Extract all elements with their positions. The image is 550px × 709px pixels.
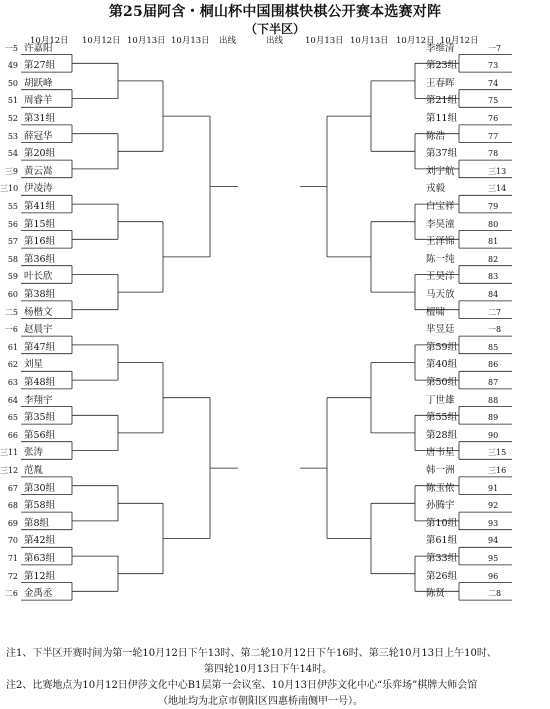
left-seed: 54 bbox=[7, 149, 18, 159]
left-seed: 49 bbox=[7, 61, 18, 71]
left-seed: 61 bbox=[7, 342, 18, 352]
left-seed: 67 bbox=[7, 483, 18, 493]
left-player-name: 第15组 bbox=[24, 218, 56, 230]
right-player-name: 马天放 bbox=[426, 288, 455, 300]
note-1-cont: 第四轮10月13日下午14时。 bbox=[204, 664, 333, 675]
round-header-right-2: 10月13日 bbox=[305, 36, 344, 46]
left-player-name: 刘星 bbox=[24, 359, 44, 371]
right-player-name: 第55组 bbox=[426, 412, 458, 424]
left-player-name: 伊凌涛 bbox=[24, 183, 53, 195]
right-seed: 89 bbox=[488, 413, 499, 423]
left-player-name: 第48组 bbox=[24, 376, 56, 388]
left-seed: 57 bbox=[7, 237, 18, 247]
right-player-name: 陈贤 bbox=[426, 588, 446, 600]
left-player-name: 第16组 bbox=[24, 236, 56, 248]
left-player-name: 第27组 bbox=[24, 60, 56, 72]
right-player-name: 白宝祥 bbox=[426, 200, 455, 212]
left-seed: 二6 bbox=[4, 589, 18, 599]
left-player-name: 范胤 bbox=[24, 464, 44, 476]
right-player-name: 第37组 bbox=[426, 148, 458, 160]
left-player-name: 第20组 bbox=[24, 148, 56, 160]
round-header-right-4: 10月12日 bbox=[396, 36, 435, 46]
right-seed: 三16 bbox=[488, 465, 507, 475]
right-seed: 73 bbox=[488, 61, 499, 71]
right-player-name: 丁世雄 bbox=[426, 394, 455, 406]
left-seed: 70 bbox=[7, 536, 18, 546]
right-seed: 96 bbox=[488, 571, 499, 581]
left-seed: 56 bbox=[7, 219, 18, 229]
left-player-name: 李翔宇 bbox=[24, 394, 53, 406]
left-seed: 53 bbox=[7, 131, 18, 141]
right-seed: 74 bbox=[488, 78, 499, 88]
left-player-name: 第42组 bbox=[24, 535, 56, 547]
right-player-name: 第26组 bbox=[426, 570, 458, 582]
left-seed: 一6 bbox=[4, 325, 18, 335]
right-player-name: 李昊潼 bbox=[426, 218, 455, 230]
page-subtitle: （下半区） bbox=[244, 22, 305, 36]
left-player-name: 第35组 bbox=[24, 412, 56, 424]
right-player-name: 王泽锦 bbox=[426, 236, 455, 248]
right-player-name: 檀啸 bbox=[426, 306, 446, 318]
left-seed: 三9 bbox=[4, 166, 18, 176]
right-seed: 76 bbox=[488, 113, 499, 123]
right-seed: 84 bbox=[488, 289, 499, 299]
right-seed: 95 bbox=[488, 553, 499, 563]
right-player-name: 王春晖 bbox=[426, 77, 455, 89]
left-seed: 63 bbox=[7, 377, 18, 387]
round-header-right-3: 10月13日 bbox=[350, 36, 389, 46]
right-player-name: 韩一洲 bbox=[426, 464, 455, 476]
round-header-left-2: 10月12日 bbox=[82, 36, 121, 46]
left-player-name: 叶长欣 bbox=[24, 271, 53, 283]
right-seed: 94 bbox=[488, 536, 499, 546]
round-header-right-5: 10月12日 bbox=[440, 36, 479, 46]
left-player-name: 赵晨宇 bbox=[24, 324, 53, 336]
left-seed: 二5 bbox=[4, 307, 18, 317]
right-player-name: 第33组 bbox=[426, 552, 458, 564]
right-player-name: 唐韦星 bbox=[426, 447, 455, 459]
right-seed: 86 bbox=[488, 360, 499, 370]
right-seed: 82 bbox=[488, 254, 499, 264]
right-player-name: 第10组 bbox=[426, 517, 458, 529]
left-player-name: 第8组 bbox=[24, 517, 50, 529]
right-seed: 三14 bbox=[488, 184, 507, 194]
note-2-cont: （地址均为北京市朝阳区四惠桥南侧甲一号）。 bbox=[158, 696, 363, 707]
left-player-name: 胡跃峰 bbox=[24, 77, 53, 89]
left-seed: 52 bbox=[7, 113, 18, 123]
left-player-name: 第36组 bbox=[24, 253, 56, 265]
right-seed: 87 bbox=[488, 377, 499, 387]
left-seed: 三12 bbox=[0, 465, 19, 475]
note-2: 注2、比赛地点为10月12日伊莎文化中心B1层第一会议室、10月13日伊莎文化中心“乐弈场”棋牌大师会馆 bbox=[6, 680, 478, 691]
right-player-name: 刘宇航 bbox=[426, 165, 455, 177]
right-player-name: 陈浩 bbox=[426, 130, 446, 142]
right-player-name: 第23组 bbox=[426, 60, 458, 72]
right-player-name: 第50组 bbox=[426, 376, 458, 388]
right-seed: 二8 bbox=[488, 589, 502, 599]
left-seed: 60 bbox=[7, 289, 18, 299]
right-seed: 83 bbox=[488, 272, 499, 282]
left-seed: 一5 bbox=[4, 43, 18, 53]
left-seed: 66 bbox=[7, 430, 18, 440]
right-seed: 88 bbox=[488, 395, 499, 405]
left-player-name: 第47组 bbox=[24, 341, 56, 353]
left-player-name: 薛冠华 bbox=[24, 130, 53, 142]
right-seed: 75 bbox=[488, 96, 499, 106]
left-player-name: 张涛 bbox=[24, 447, 44, 459]
right-seed: 二7 bbox=[488, 307, 502, 317]
left-player-name: 第63组 bbox=[24, 552, 56, 564]
right-seed: 79 bbox=[488, 201, 499, 211]
right-player-name: 第40组 bbox=[426, 359, 458, 371]
round-header-left-1: 10月12日 bbox=[30, 36, 69, 46]
right-player-name: 第61组 bbox=[426, 535, 458, 547]
right-seed: 93 bbox=[488, 518, 499, 528]
left-seed: 68 bbox=[7, 501, 18, 511]
left-player-name: 黄云嵩 bbox=[24, 165, 53, 177]
right-seed: 78 bbox=[488, 149, 499, 159]
left-player-name: 金禹丞 bbox=[24, 588, 53, 600]
right-player-name: 第21组 bbox=[426, 95, 458, 107]
left-seed: 69 bbox=[7, 518, 18, 528]
page-title: 第25届阿含・桐山杯中国围棋快棋公开赛本选赛对阵 bbox=[108, 4, 442, 20]
round-header-left-3: 10月13日 bbox=[127, 36, 166, 46]
left-player-name: 第41组 bbox=[24, 200, 56, 212]
right-seed: 三13 bbox=[488, 166, 507, 176]
left-seed: 59 bbox=[7, 272, 18, 282]
left-player-name: 许嘉阳 bbox=[24, 42, 53, 54]
right-seed: 90 bbox=[488, 430, 499, 440]
right-seed: 一7 bbox=[488, 43, 502, 53]
right-seed: 92 bbox=[488, 501, 499, 511]
left-seed: 65 bbox=[7, 413, 18, 423]
right-seed: 80 bbox=[488, 219, 499, 229]
right-player-name: 第11组 bbox=[426, 112, 458, 124]
round-header-left-5: 出线 bbox=[219, 36, 237, 46]
right-seed: 81 bbox=[488, 237, 499, 247]
right-seed: 77 bbox=[488, 131, 499, 141]
right-player-name: 第59组 bbox=[426, 341, 458, 353]
right-seed: 85 bbox=[488, 342, 499, 352]
right-player-name: 芈昱廷 bbox=[426, 324, 455, 336]
round-header-right-1: 出线 bbox=[266, 36, 284, 46]
left-seed: 58 bbox=[7, 254, 18, 264]
right-player-name: 第28组 bbox=[426, 429, 458, 441]
left-seed: 62 bbox=[7, 360, 18, 370]
right-seed: 一8 bbox=[488, 325, 502, 335]
left-seed: 三11 bbox=[0, 448, 19, 458]
left-seed: 三10 bbox=[0, 184, 19, 194]
left-player-name: 第58组 bbox=[24, 500, 56, 512]
right-player-name: 陈一纯 bbox=[426, 253, 455, 265]
left-player-name: 第38组 bbox=[24, 288, 56, 300]
right-player-name: 李维清 bbox=[426, 42, 455, 54]
left-seed: 72 bbox=[7, 571, 18, 581]
left-player-name: 第56组 bbox=[24, 429, 56, 441]
left-seed: 71 bbox=[7, 553, 18, 563]
left-seed: 50 bbox=[7, 78, 18, 88]
right-player-name: 孙腾宇 bbox=[426, 500, 455, 512]
left-player-name: 周睿羊 bbox=[24, 95, 53, 107]
left-seed: 64 bbox=[7, 395, 18, 405]
right-seed: 三15 bbox=[488, 448, 507, 458]
left-player-name: 第12组 bbox=[24, 570, 56, 582]
right-player-name: 陈玉侬 bbox=[426, 482, 455, 494]
right-player-name: 戎毅 bbox=[426, 183, 446, 195]
left-player-name: 杨楷文 bbox=[24, 306, 53, 318]
left-seed: 55 bbox=[7, 201, 18, 211]
left-seed: 51 bbox=[7, 96, 18, 106]
left-player-name: 第31组 bbox=[24, 112, 56, 124]
left-player-name: 第30组 bbox=[24, 482, 56, 494]
right-seed: 91 bbox=[488, 483, 499, 493]
note-1: 注1、下半区开赛时间为第一轮10月12日下午13时、第二轮10月12日下午16时、第三轮10月13日上午10时、 bbox=[6, 648, 497, 659]
round-header-left-4: 10月13日 bbox=[171, 36, 210, 46]
right-player-name: 王昊洋 bbox=[426, 271, 455, 283]
